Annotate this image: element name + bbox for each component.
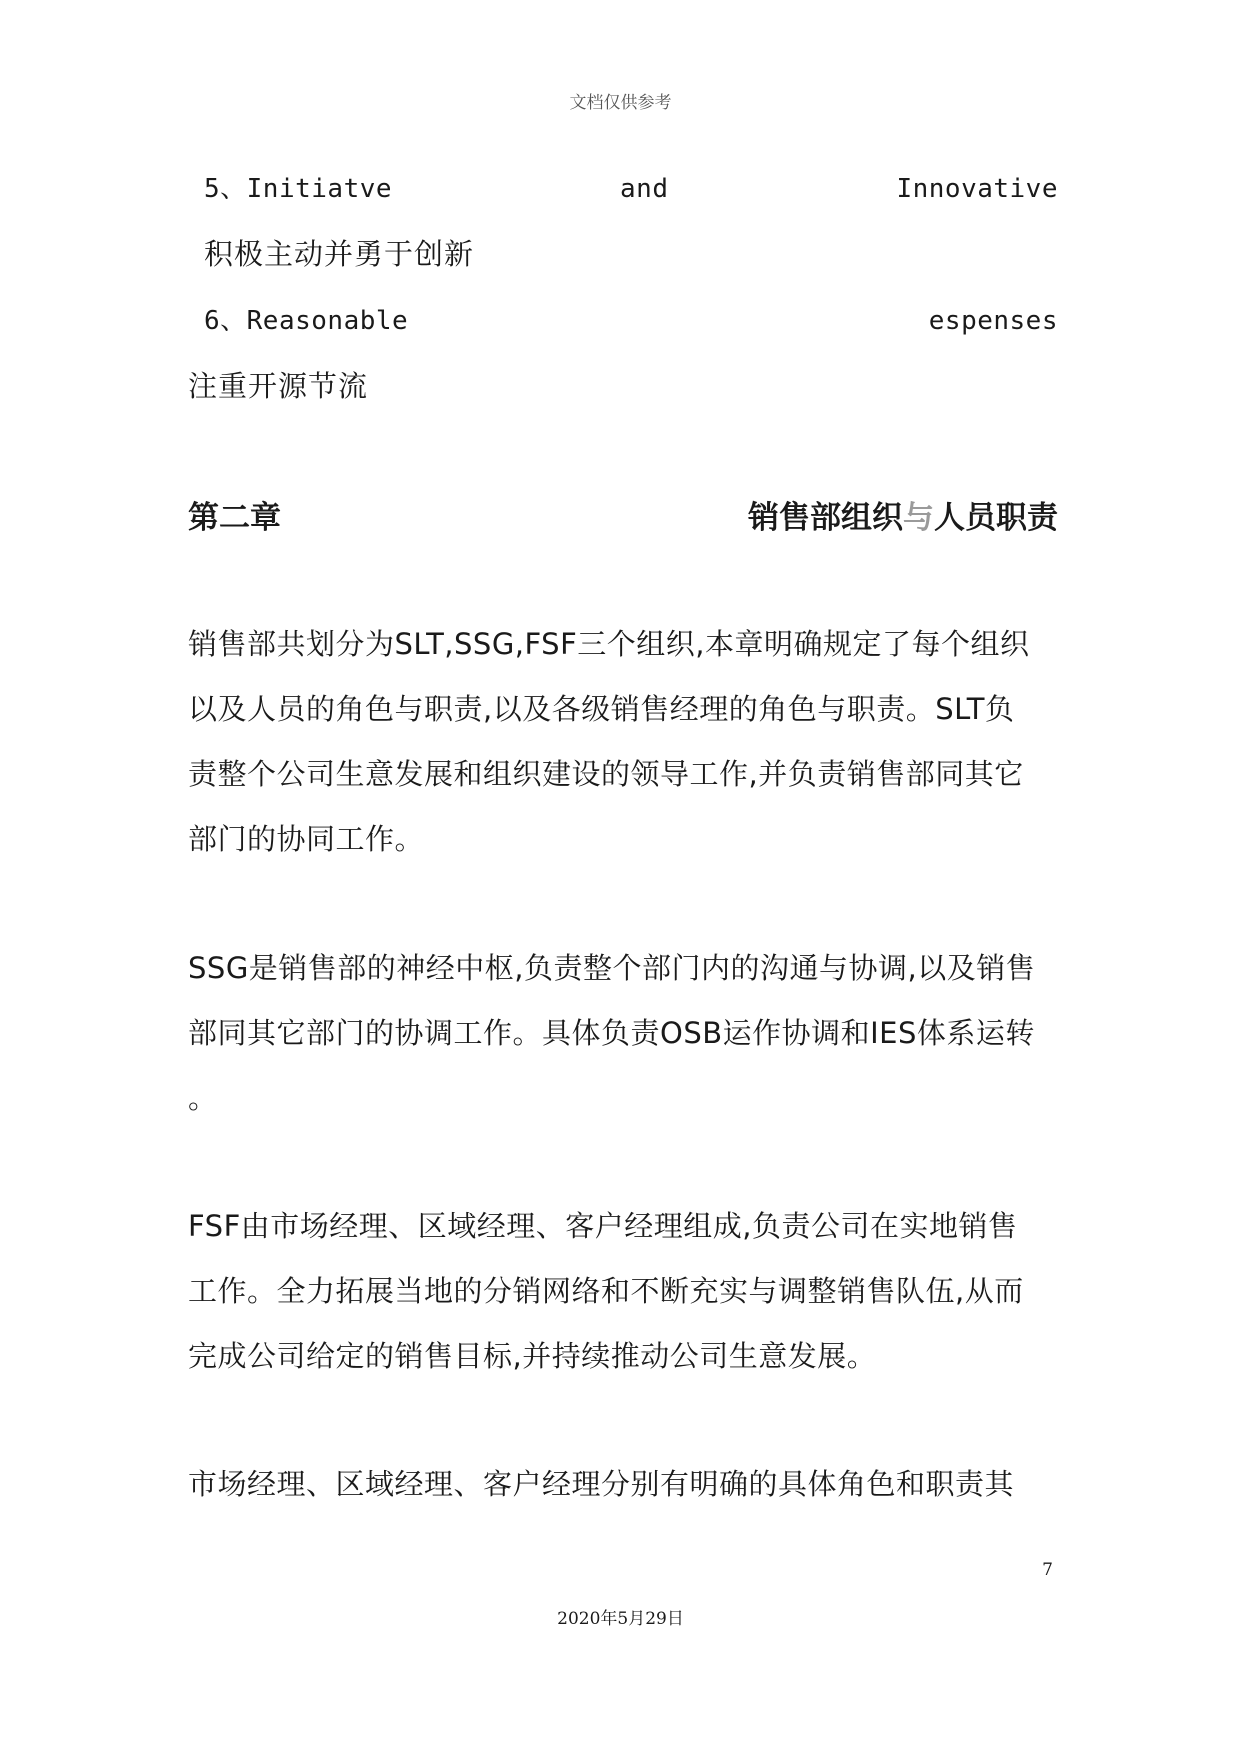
value-item-5 [204,168,1058,205]
paragraph-line: FSF由市场经理、区域经理、客户经理组成,负责公司在实地销售 [188,1209,1018,1243]
paragraph-line: SSG是销售部的神经中枢,负责整个部门内的沟通与协调,以及销售 [188,951,1036,985]
value-item-5-middle: and [620,174,669,204]
footer-date: 2020年5月29日 [557,1609,684,1629]
value-item-5-translation: 积极主动并勇于创新 [204,237,475,271]
paragraph-managers [188,1452,1058,1517]
value-item-6-number: 6、Reasonable [204,306,409,336]
paragraph-line: 以及人员的角色与职责,以及各级销售经理的角色与职责。SLT负 [188,692,1015,726]
paragraph-line: 完成公司给定的销售目标,并持续推动公司生意发展。 [188,1339,877,1373]
value-item-6-end: espenses [928,306,1058,336]
paragraph-line: 。 [188,1081,218,1115]
chapter-title-part1: 销售部组织 [748,500,903,536]
paragraph-line: 责整个公司生意发展和组织建设的领导工作,并负责销售部同其它 [188,757,1024,791]
value-item-6 [204,300,1058,337]
value-item-5-end: Innovative [896,174,1058,204]
paragraph-line: 部同其它部门的协调工作。具体负责OSB运作协调和IES体系运转 [188,1016,1035,1050]
value-item-5-number: 5、Initiatve [204,174,393,204]
chapter-title-part2: 人员职责 [934,500,1058,536]
header-note: 文档仅供参考 [569,93,672,113]
page-number: 7 [1042,1560,1053,1580]
paragraph-line: 工作。全力拓展当地的分销网络和不断充实与调整销售队伍,从而 [188,1274,1024,1308]
paragraph-line: 市场经理、区域经理、客户经理分别有明确的具体角色和职责其 [188,1467,1015,1501]
chapter-title-conjunction: 与 [903,500,934,536]
paragraph-line: 部门的协同工作。 [188,822,425,856]
paragraph-fsf [188,1194,1058,1389]
chapter-title [748,492,1058,537]
chapter-heading [188,492,1058,537]
paragraph-ssg [188,936,1058,1131]
paragraph-line: 销售部共划分为SLT,SSG,FSF三个组织,本章明确规定了每个组织 [188,627,1030,661]
paragraph-organization-overview [188,612,1058,872]
value-item-6-translation: 注重开源节流 [188,369,369,403]
chapter-label: 第二章 [188,500,281,536]
